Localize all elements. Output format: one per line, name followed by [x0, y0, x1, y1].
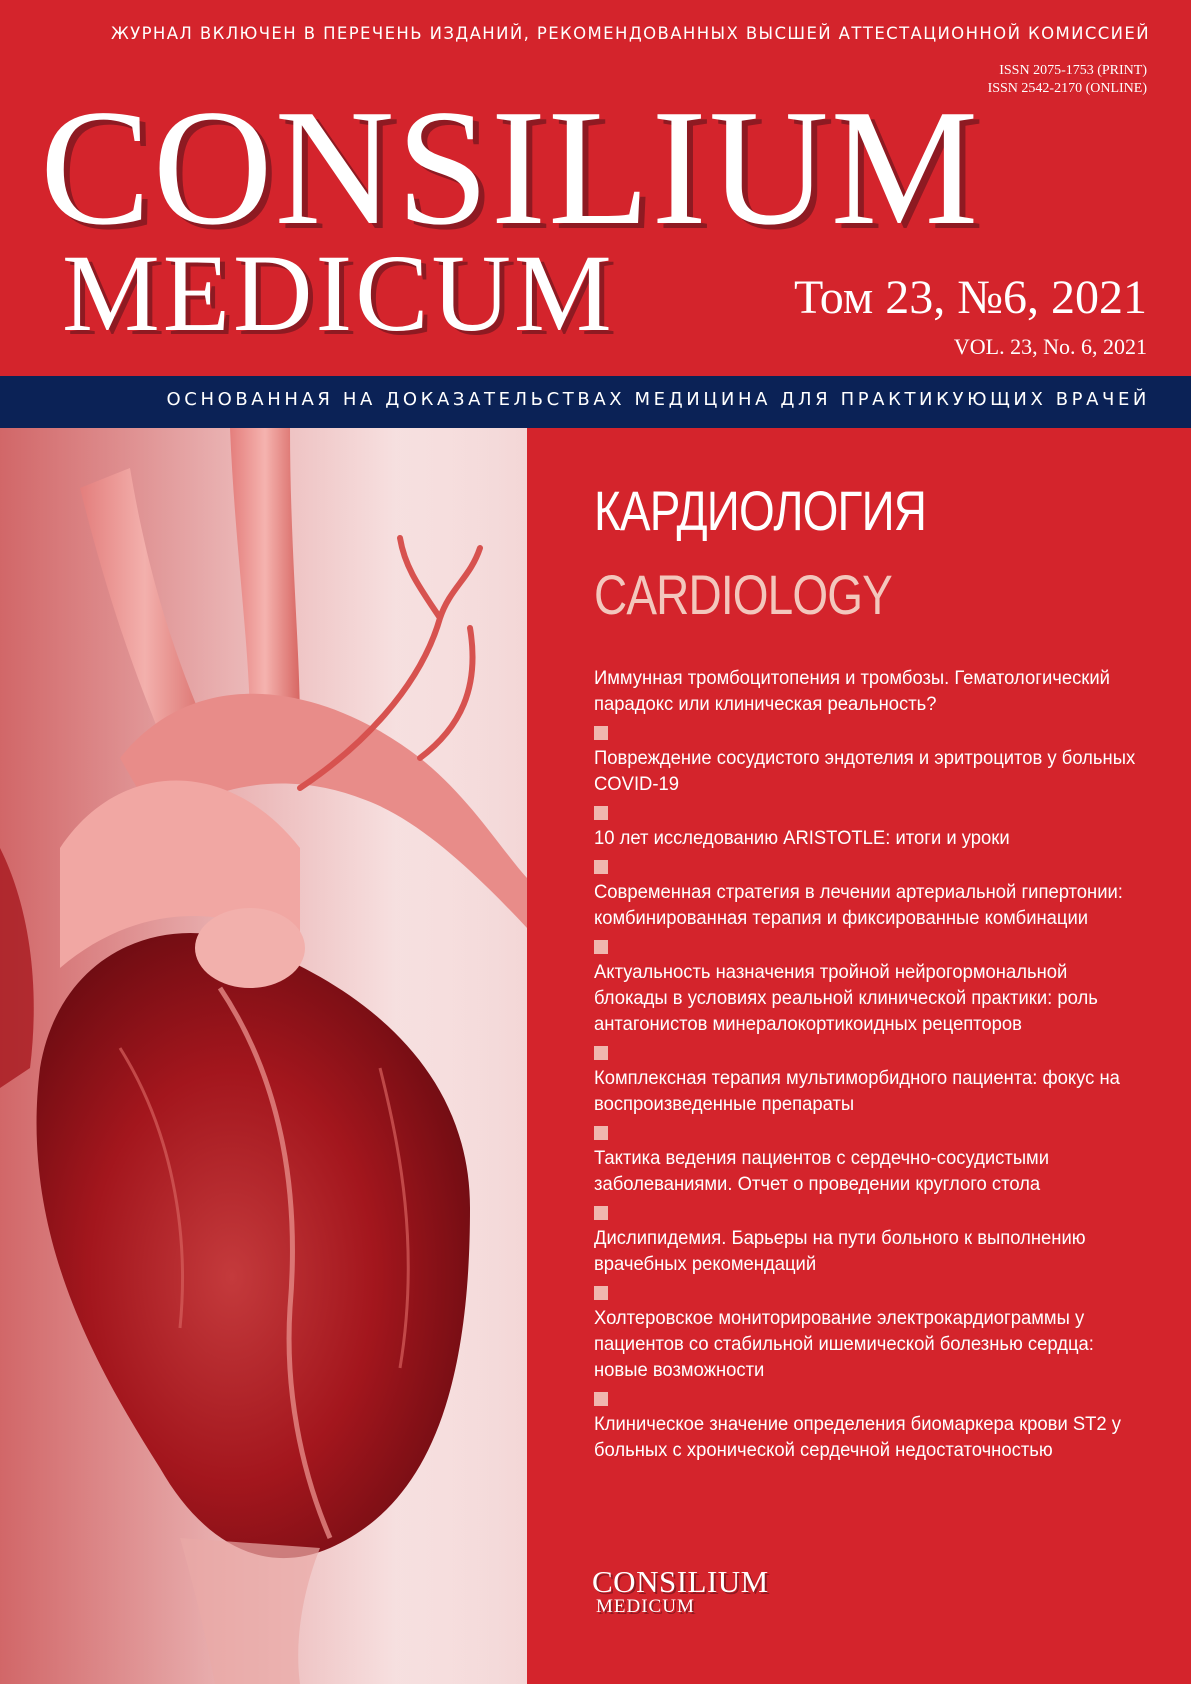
footer-logo — [592, 1566, 769, 1617]
journal-logo-medicum: MEDICUM — [62, 232, 615, 354]
article-title: Актуальность назначения тройной нейрогормональной блокады в условиях реальной клинической практики: роль антагонистов минералокортикоидных рецепторов — [594, 962, 1098, 1035]
footer-logo-consilium: CONSILIUM — [592, 1564, 769, 1599]
bullet-square-icon — [594, 1046, 608, 1060]
issn-print: ISSN 2075-1753 (PRINT) — [999, 63, 1147, 78]
section-title-en: CARDIOLOGY — [594, 563, 892, 626]
bullet-square-icon — [594, 860, 608, 874]
article-title: Холтеровское мониторирование электрокардиограммы у пациентов со стабильной ишемической болезнью сердца: новые возможности — [594, 1308, 1094, 1381]
bullet-square-icon — [594, 940, 608, 954]
article-title: Современная стратегия в лечении артериальной гипертонии: комбинированная терапия и фиксированные комбинации — [594, 882, 1123, 929]
heart-illustration — [0, 428, 527, 1684]
footer-logo-medicum: MEDICUM — [596, 1596, 695, 1617]
issn-block — [988, 62, 1147, 98]
bullet-square-icon — [594, 1126, 608, 1140]
bullet-square-icon — [594, 1206, 608, 1220]
bullet-square-icon — [594, 806, 608, 820]
article-title: Клиническое значение определения биомаркера крови ST2 у больных с хронической сердечной недостаточностью — [594, 1414, 1121, 1461]
volume-issue-en: VOL. 23, No. 6, 2021 — [953, 334, 1147, 359]
volume-issue-ru: Том 23, №6, 2021 — [794, 271, 1147, 324]
article-list — [594, 666, 1154, 1464]
article-title: 10 лет исследованию ARISTOTLE: итоги и уроки — [594, 828, 1010, 849]
article-title: Иммунная тромбоцитопения и тромбозы. Гематологический парадокс или клиническая реальность? — [594, 668, 1110, 715]
article-title: Комплексная терапия мультиморбидного пациента: фокус на воспроизведенные препараты — [594, 1068, 1120, 1115]
article-title: Дислипидемия. Барьеры на пути больного к выполнению врачебных рекомендаций — [594, 1228, 1086, 1275]
accreditation-note: ЖУРНАЛ ВКЛЮЧЕН В ПЕРЕЧЕНЬ ИЗДАНИЙ, РЕКОМЕНДОВАННЫХ ВЫСШЕЙ АТТЕСТАЦИОННОЙ КОМИССИЕЙ — [110, 24, 1150, 43]
article-title: Повреждение сосудистого эндотелия и эритроцитов у больных COVID-19 — [594, 748, 1136, 795]
bullet-square-icon — [594, 726, 608, 740]
bullet-square-icon — [594, 1392, 608, 1406]
bullet-square-icon — [594, 1286, 608, 1300]
tagline-band — [0, 376, 1191, 428]
journal-logo-consilium: CONSILIUM — [40, 75, 981, 259]
issn-online: ISSN 2542-2170 (ONLINE) — [987, 81, 1147, 96]
section-title-ru: КАРДИОЛОГИЯ — [594, 479, 927, 542]
article-title: Тактика ведения пациентов с сердечно-сосудистыми заболеваниями. Отчет о проведении круглого стола — [594, 1148, 1050, 1195]
tagline-text: ОСНОВАННАЯ НА ДОКАЗАТЕЛЬСТВАХ МЕДИЦИНА ДЛЯ ПРАКТИКУЮЩИХ ВРАЧЕЙ — [166, 389, 1150, 410]
